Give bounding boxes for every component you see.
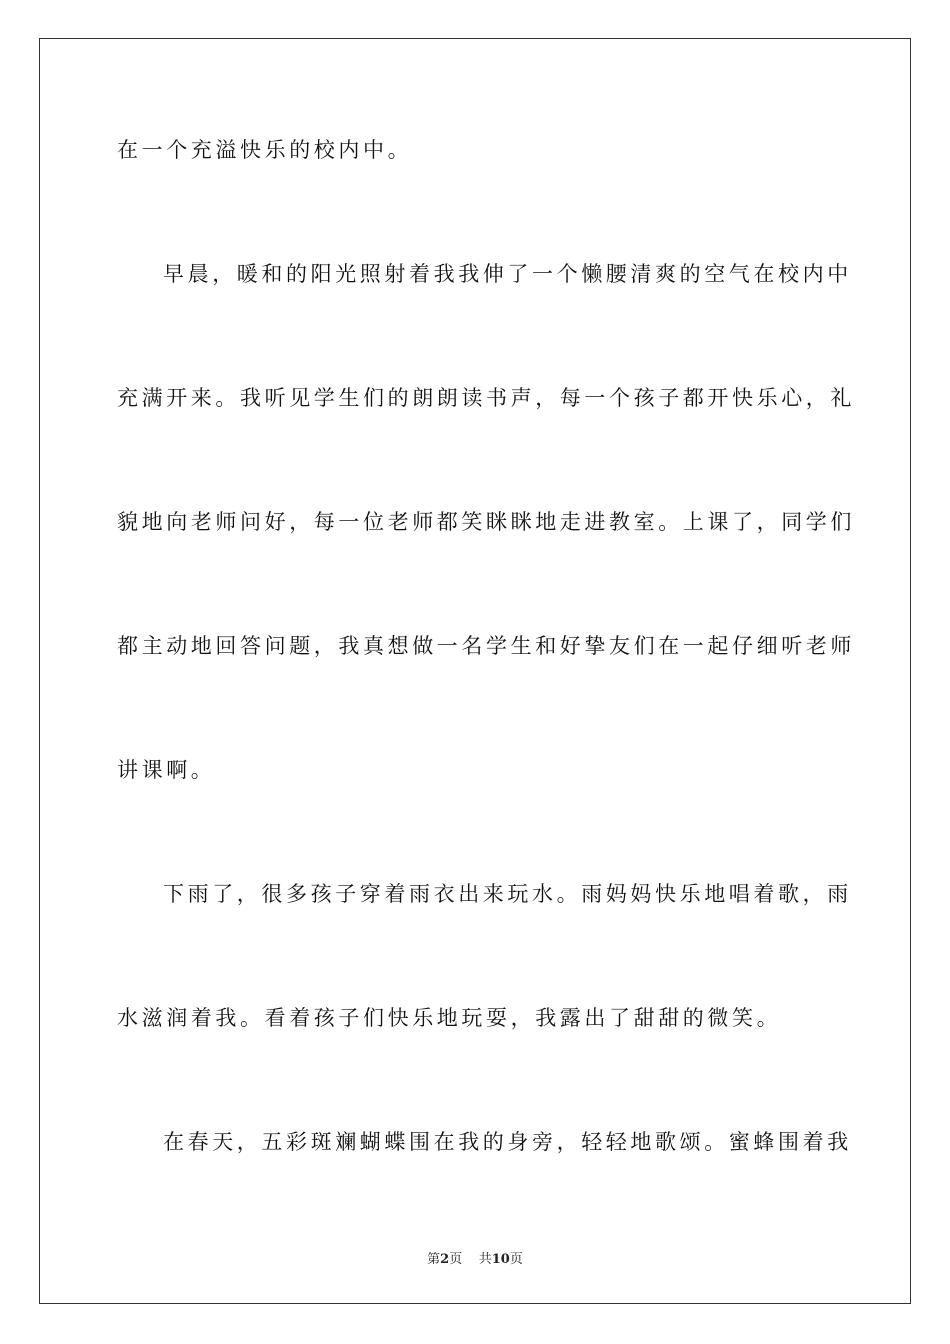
footer-total-prefix: 共 xyxy=(478,1252,492,1267)
text-line-5: 都主动地回答问题，我真想做一名学生和好挚友们在一起仔细听老师 xyxy=(117,634,855,658)
text-line-3: 充满开来。我听见学生们的朗朗读书声，每一个孩子都开快乐心，礼 xyxy=(117,386,855,410)
text-line-1: 在一个充溢快乐的校内中。 xyxy=(117,138,413,162)
text-line-2: 早晨，暖和的阳光照射着我我伸了一个懒腰清爽的空气在校内中 xyxy=(163,262,852,286)
text-line-7: 下雨了，很多孩子穿着雨衣出来玩水。雨妈妈快乐地唱着歌，雨 xyxy=(163,882,852,906)
text-line-6: 讲课啊。 xyxy=(117,758,216,782)
footer-total-pages: 10 xyxy=(491,1252,510,1267)
footer-total-suffix: 页 xyxy=(509,1252,523,1267)
text-line-4: 貌地向老师问好，每一位老师都笑眯眯地走进教室。上课了，同学们 xyxy=(117,510,855,534)
text-line-8: 水滋润着我。看着孩子们快乐地玩耍，我露出了甜甜的微笑。 xyxy=(117,1006,782,1030)
page-footer xyxy=(0,1248,950,1267)
footer-page-number: 2 xyxy=(440,1252,450,1267)
text-line-9: 在春天，五彩斑斓蝴蝶围在我的身旁，轻轻地歌颂。蜜蜂围着我 xyxy=(163,1130,852,1154)
page-frame xyxy=(39,38,911,1304)
footer-page-prefix: 第 xyxy=(427,1252,441,1267)
footer-page-suffix: 页 xyxy=(449,1252,463,1267)
